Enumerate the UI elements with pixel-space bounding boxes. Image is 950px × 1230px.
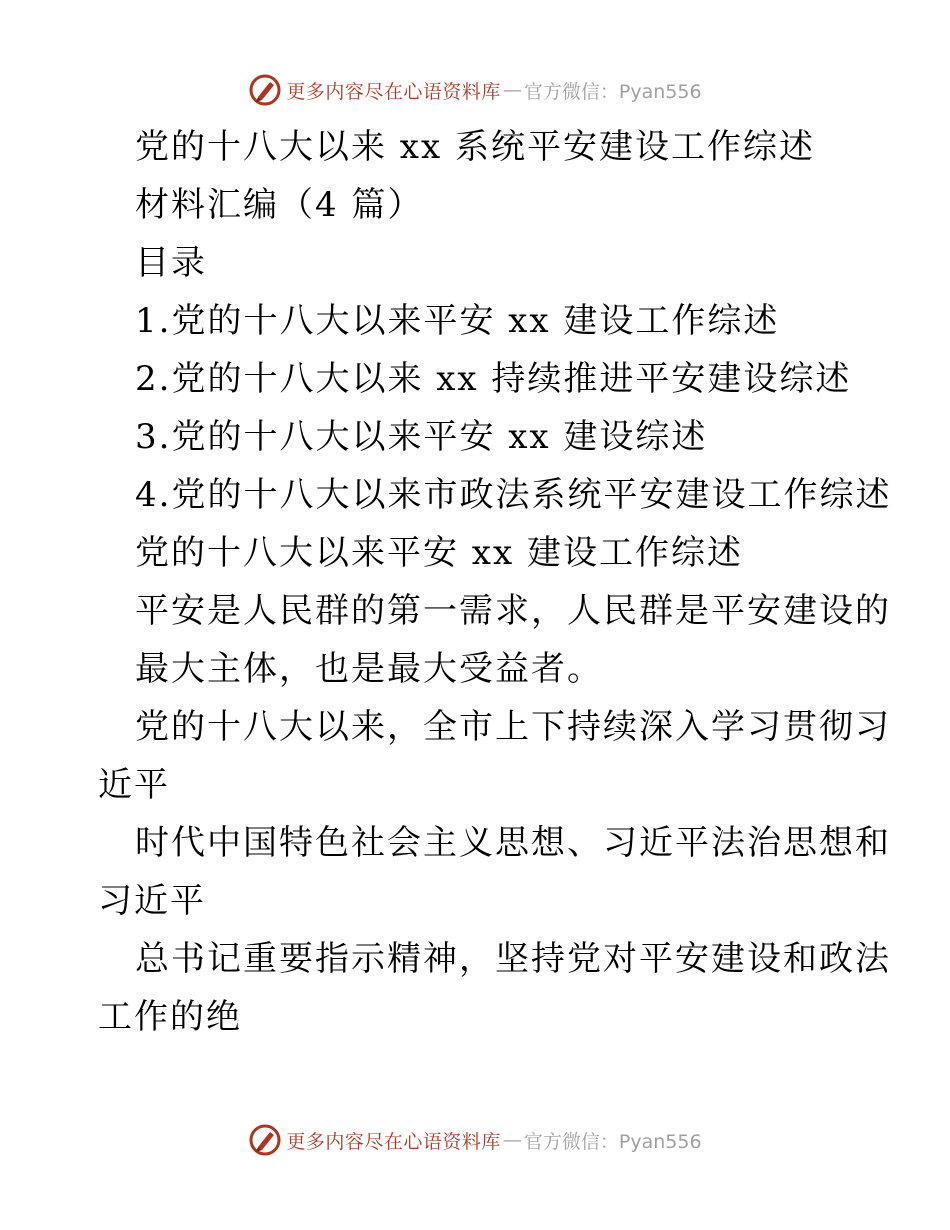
pen-logo-icon xyxy=(248,1123,282,1157)
paragraph-line: 最大主体，也是最大受益者。 xyxy=(135,649,603,689)
pen-logo-icon xyxy=(248,73,282,107)
toc-item-1: 1.党的十八大以来平安 xx 建设工作综述 xyxy=(135,301,780,341)
paragraph-line: 平安是人民群的第一需求，人民群是平安建设的 xyxy=(135,591,891,631)
paragraph-line: 总书记重要指示精神，坚持党对平安建设和政法 xyxy=(135,939,891,979)
toc-item-3: 3.党的十八大以来平安 xx 建设综述 xyxy=(135,417,708,457)
section-heading: 党的十八大以来平安 xx 建设工作综述 xyxy=(135,533,743,573)
toc-item-4: 4.党的十八大以来市政法系统平安建设工作综述 xyxy=(135,475,892,515)
watermark-site-text: 更多内容尽在心语资料库 xyxy=(286,80,501,103)
watermark-site-text: 更多内容尽在心语资料库 xyxy=(286,1130,501,1153)
document-title-line-2: 材料汇编（4 篇） xyxy=(135,185,424,225)
header-watermark xyxy=(0,70,950,110)
toc-heading: 目录 xyxy=(135,243,207,283)
toc-item-2: 2.党的十八大以来 xx 持续推进平安建设综述 xyxy=(135,359,852,399)
watermark-separator: — xyxy=(502,79,522,101)
watermark-separator: — xyxy=(502,1129,522,1151)
document-title-line-1: 党的十八大以来 xx 系统平安建设工作综述 xyxy=(135,127,815,167)
watermark-wechat-text: 官方微信：Pyan556 xyxy=(523,80,702,103)
paragraph-line: 时代中国特色社会主义思想、习近平法治思想和 xyxy=(135,823,891,863)
paragraph-line: 工作的绝 xyxy=(98,997,242,1037)
watermark-wechat-text: 官方微信：Pyan556 xyxy=(523,1130,702,1153)
footer-watermark xyxy=(0,1120,950,1160)
paragraph-line: 近平 xyxy=(98,765,170,805)
paragraph-line: 党的十八大以来，全市上下持续深入学习贯彻习 xyxy=(135,707,891,747)
paragraph-line: 习近平 xyxy=(98,881,206,921)
